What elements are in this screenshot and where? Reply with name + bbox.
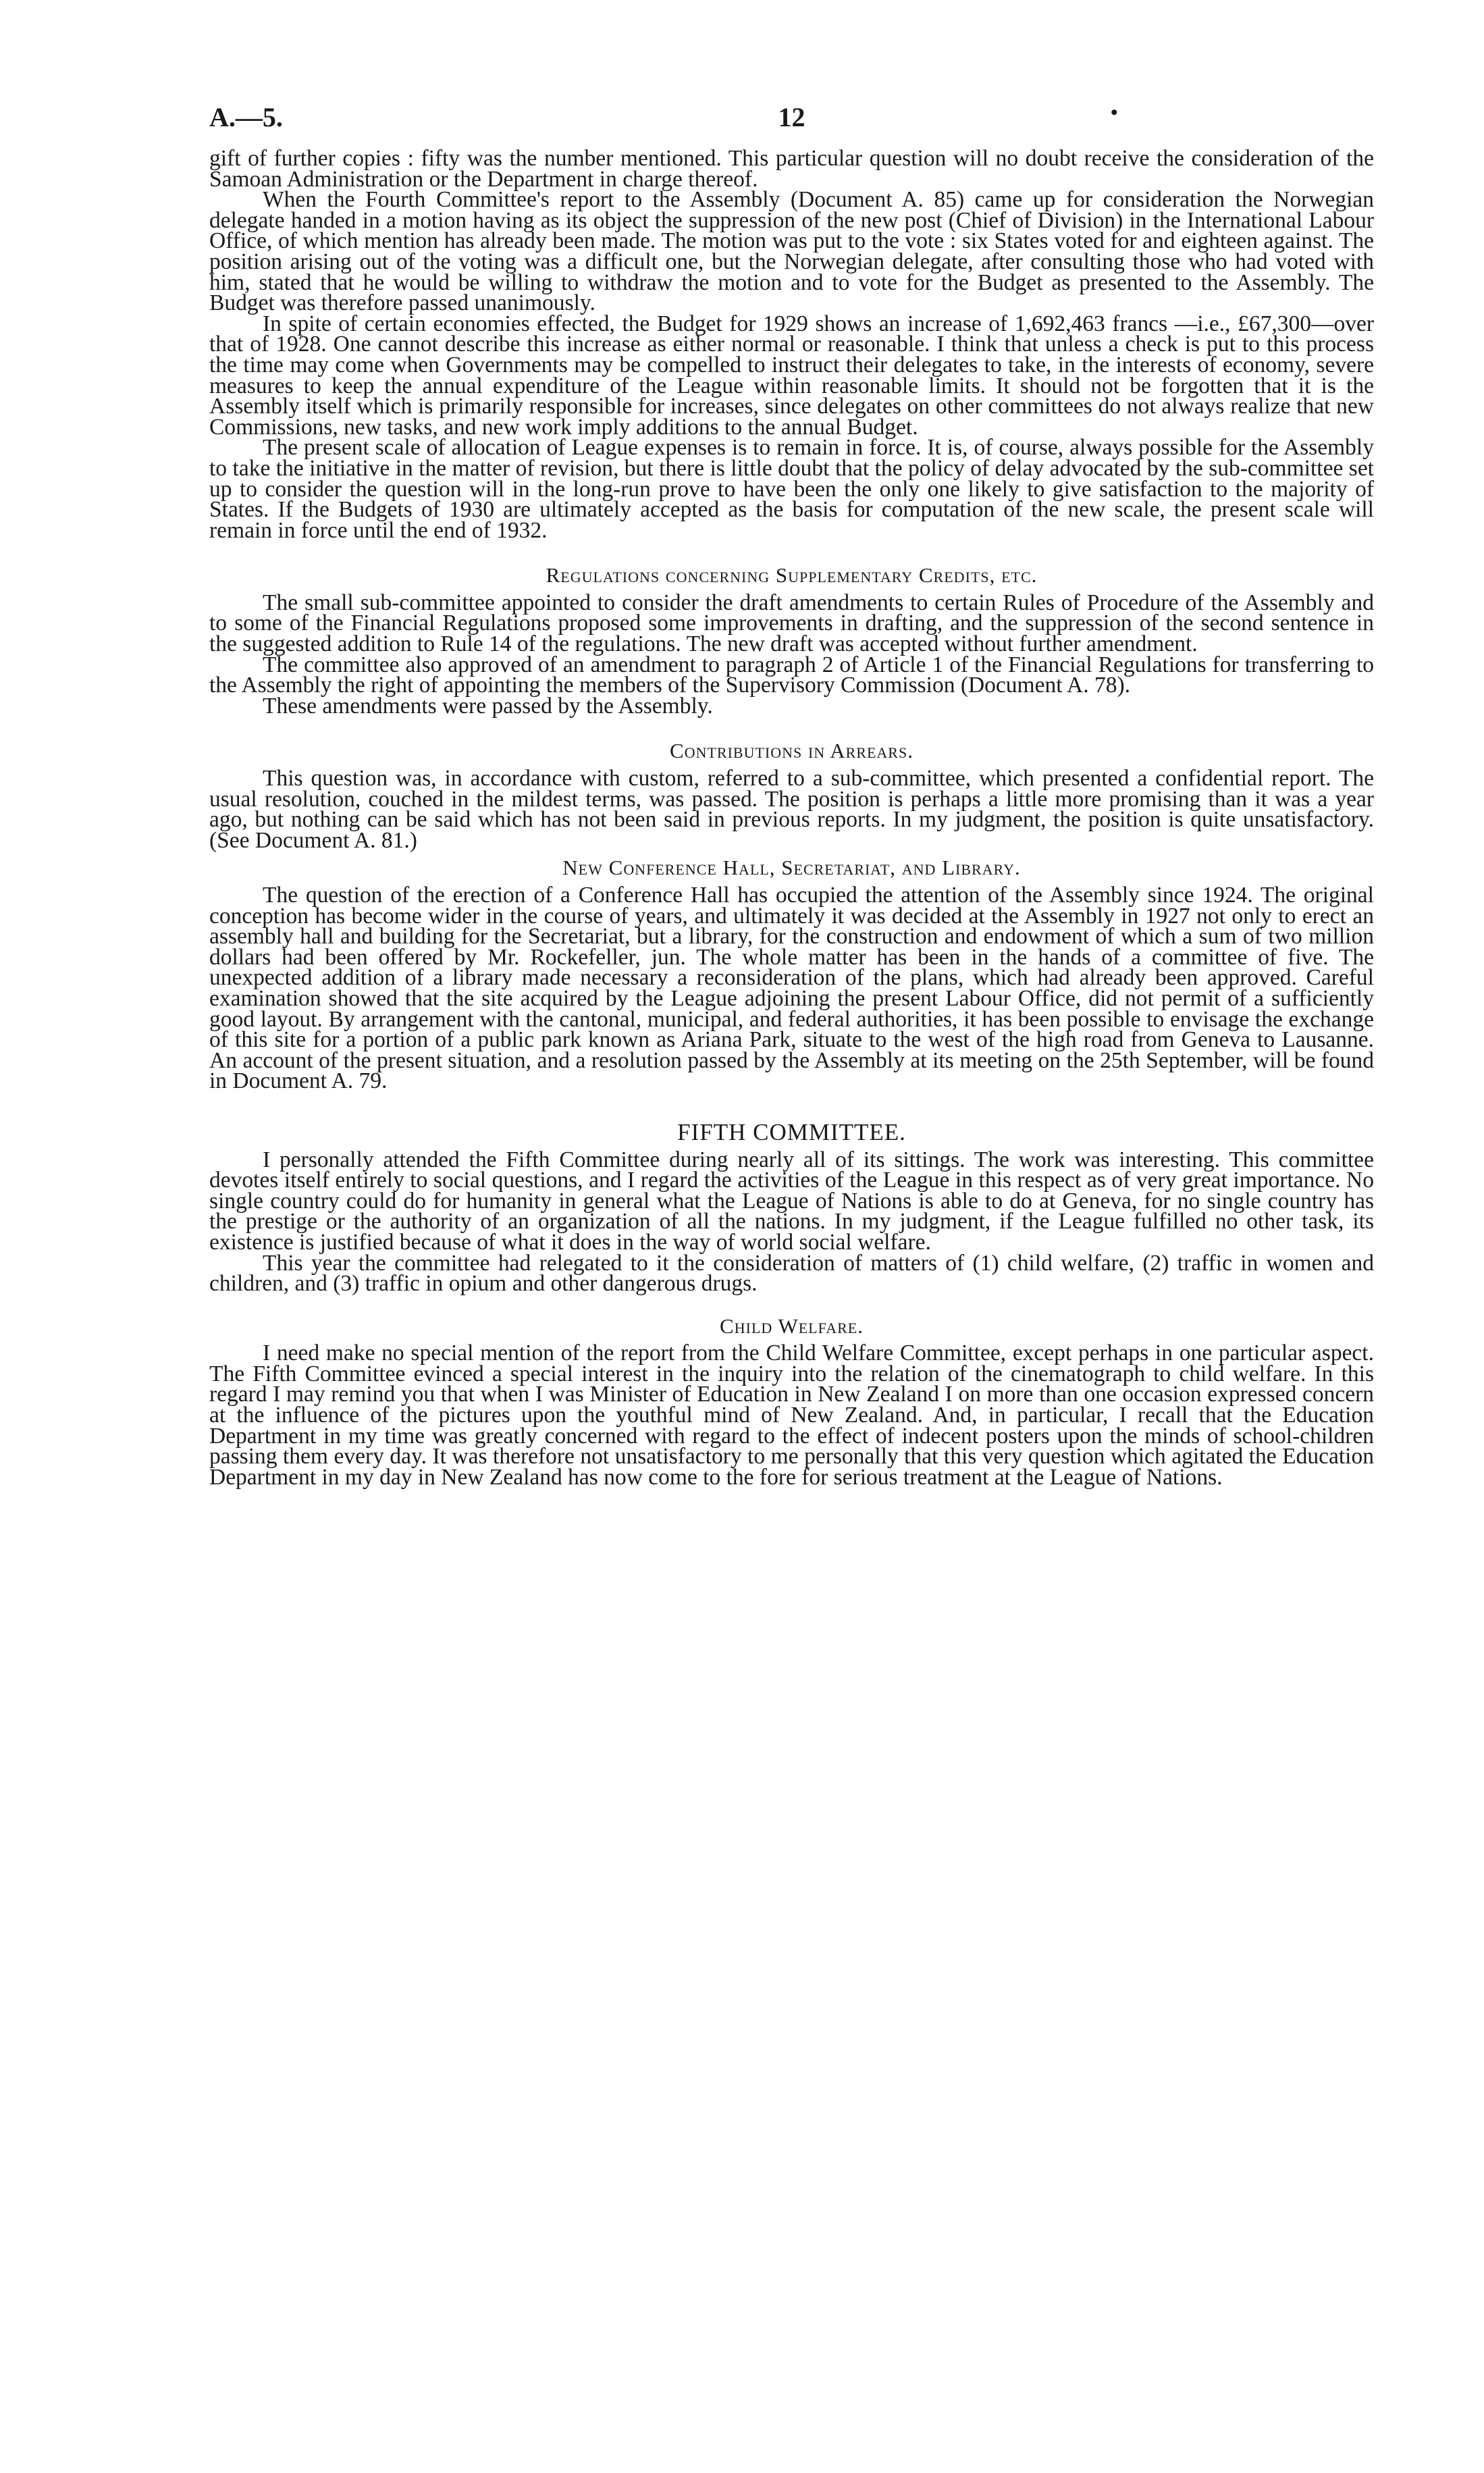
paragraph: The present scale of allocation of League expenses is to remain in force. It is, of course, always possible for the Assembly to take the initiative in the matter of revision, but there is little doubt that the policy of delay advocated by the sub-committee set up to consider the question will in the long-run prove to have been the only one likely to give satisfaction to the majority of States. If the Budgets of 1930 are ultimately accepted as the basis for computation of the new scale, the present scale will remain in force until the end of 1932. — [209, 435, 1374, 543]
paragraph: I personally attended the Fifth Committee during nearly all of its sittings. The work was interesting. This committee devotes itself entirely to social questions, and I regard the activities of the League in this respect as of very great importance. No single country could do for humanity in general what the League of Nations is able to do at Geneva, for no single country has the prestige or the authority of an organization of all the nations. In my judgment, if the League fulfilled no other task, its existence is justified because of what it does in the way of world social welfare. — [209, 1147, 1374, 1255]
page-header — [209, 101, 1374, 149]
paragraph: This question was, in accordance with custom, referred to a sub-committee, which presented a confidential report. The usual resolution, couched in the mildest terms, was passed. The position is perhaps a little more promising than it was a year ago, but nothing can be said which has not been said in previous reports. In my judgment, the position is quite unsatisfactory. (See Document A. 81.) — [209, 766, 1374, 853]
paragraph: The small sub-committee appointed to consider the draft amendments to certain Rules of Procedure of the Assembly and to some of the Financial Regulations proposed some improvements in drafting, and the suppression of the second sentence in the suggested addition to Rule 14 of the regulations. The new draft was accepted without further amendment. — [209, 590, 1374, 657]
paragraph: The committee also approved of an amendment to paragraph 2 of Article 1 of the Financial Regulations for transferring to the Assembly the right of appointing the members of the Supervisory Commission (Document A. 78). — [209, 652, 1374, 698]
document-page — [209, 101, 1374, 1488]
paragraph: gift of further copies : fifty was the number mentioned. This particular question will no doubt receive the consideration of the Samoan Administration or the Department in charge thereof. — [209, 146, 1374, 192]
section-heading-arrears: Contributions in Arrears. — [670, 739, 913, 763]
stray-mark: • — [1111, 101, 1118, 124]
paragraph: In spite of certain economies effected, the Budget for 1929 shows an increase of 1,692,463 francs —i.e., £67,300—over that of 1928. One cannot describe this increase as either normal or reasonable. I think that unless a check is put to this process the time may come when Governments may be compelled to instruct their delegates to take, in the interests of economy, severe measures to keep the annual expenditure of the League within reasonable limits. It should not be forgotten that it is the Assembly itself which is primarily responsible for increases, since delegates on other committees do not always realize that new Commissions, new tasks, and new work imply additions to the annual Budget. — [209, 311, 1374, 440]
intro-section — [209, 146, 1374, 543]
section-heading-conference-hall: New Conference Hall, Secretariat, and Library. — [562, 856, 1021, 880]
child-welfare-section — [209, 1340, 1374, 1490]
paragraph: I need make no special mention of the report from the Child Welfare Committee, except perhaps in one particular aspect. The Fifth Committee evinced a special interest in the inquiry into the relation of the cinematograph to child welfare. In this regard I may remind you that when I was Minister of Education in New Zealand I on more than one occasion expressed concern at the influence of the pictures upon the youthful mind of New Zealand. And, in particular, I recall that the Education Department in my time was greatly concerned with regard to the effect of indecent posters upon the minds of school-children passing them every day. It was therefore not unsatisfactory to me personally that this very question which agitated the Education Department in my day in New Zealand has now come to the fore for serious treatment at the League of Nations. — [209, 1340, 1374, 1490]
document-reference: A.—5. — [209, 102, 283, 132]
arrears-section — [209, 766, 1374, 853]
fifth-committee-section — [209, 1147, 1374, 1297]
paragraph: This year the committee had relegated to it the consideration of matters of (1) child welfare, (2) traffic in women and children, and (3) traffic in opium and other dangerous drugs. — [209, 1250, 1374, 1297]
section-heading-regulations: Regulations concerning Supplementary Credits, etc. — [546, 563, 1038, 588]
paragraph: The question of the erection of a Conference Hall has occupied the attention of the Assembly since 1924. The original conception has become wider in the course of years, and ultimately it was decided at the Assembly in 1927 not only to erect an assembly hall and building for the Secretariat, but a library, for the construction and endowment of which a sum of two million dollars had been offered by Mr. Rockefeller, jun. The whole matter has been in the hands of a committee of five. The unexpected addition of a library made necessary a reconsideration of the plans, which had already been approved. Careful examination showed that the site acquired by the League adjoining the present Labour Office, did not permit of a sufficiently good layout. By arrangement with the cantonal, municipal, and federal authorities, it has been possible to envisage the exchange of this site for a portion of a public park known as Ariana Park, situate to the west of the high road from Geneva to Lausanne. An account of the present situation, and a resolution passed by the Assembly at its meeting on the 25th September, will be found in Document A. 79. — [209, 883, 1374, 1094]
regulations-section — [209, 590, 1374, 719]
page-number: 12 — [778, 102, 805, 132]
section-heading-child-welfare: Child Welfare. — [720, 1313, 864, 1338]
section-heading-fifth-committee: FIFTH COMMITTEE. — [677, 1118, 906, 1145]
paragraph: When the Fourth Committee's report to the Assembly (Document A. 85) came up for consideration the Norwegian delegate handed in a motion having as its object the suppression of the new post (Chief of Division) in the International Labour Office, of which mention has already been made. The motion was put to the vote : six States voted for and eighteen against. The position arising out of the voting was a difficult one, but the Norwegian delegate, after consulting those who had voted with him, stated that he would be willing to withdraw the motion and to vote for the Budget as presented to the Assembly. The Budget was therefore passed unanimously. — [209, 187, 1374, 316]
paragraph: These amendments were passed by the Assembly. — [263, 693, 713, 719]
conference-hall-section — [209, 885, 1374, 1092]
